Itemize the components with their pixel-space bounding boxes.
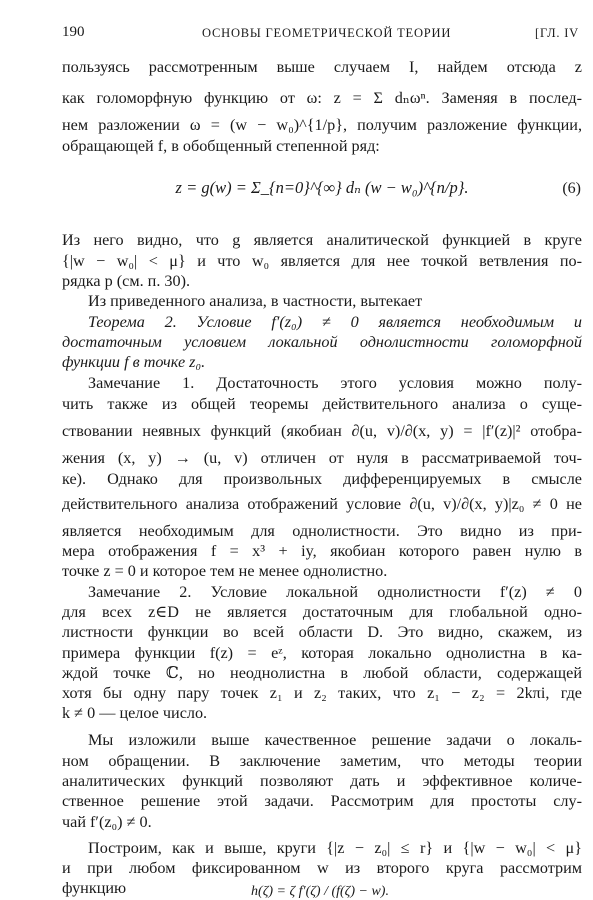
text-line: рядка p (см. п. 30). xyxy=(62,272,191,290)
text-line: и при любом фиксированном w из второго круга рассмотрим xyxy=(62,859,582,877)
text-line: ке). Однако для произвольных дифференцируемых в смысле xyxy=(62,470,582,488)
text-line: как голоморфную функцию от ω: z = Σ dₙωⁿ. Заменяя в послед- xyxy=(62,89,582,107)
chapter-label: [ГЛ. IV xyxy=(535,26,579,40)
theorem-line: Теорема 2. Условие f′(z₀) ≠ 0 является необходимым и xyxy=(88,313,582,331)
text-line: Из приведенного анализа, в частности, вытекает xyxy=(88,292,423,310)
text-line: аналитических функций позволяют дать и эффективное количе- xyxy=(62,772,582,790)
text-line: является необходимым для однолистности. Это видно из при- xyxy=(62,522,582,540)
text-line: {|w − w₀| < μ} и что w₀ является для нее точкой ветвления по- xyxy=(62,252,582,270)
text-line: чай f′(z₀) ≠ 0. xyxy=(62,813,152,831)
text-line: обращающей f, в обобщенный степенной ряд: xyxy=(62,137,380,155)
text-line: Мы изложили выше качественное решение задачи о локаль- xyxy=(88,731,582,749)
text-line: ствовании неявных функций (якобиан ∂(u, v)/∂(x, y) = |f′(z)|² отобра- xyxy=(62,422,582,440)
text-line: функцию xyxy=(62,879,127,897)
theorem-line: достаточным условием локальной однолистности голоморфной xyxy=(62,333,582,351)
page-number: 190 xyxy=(62,24,85,40)
text-line: Построим, как и выше, круги {|z − z₀| ≤ r} и {|w − w₀| < μ} xyxy=(88,839,582,857)
running-title: ОСНОВЫ ГЕОМЕТРИЧЕСКОЙ ТЕОРИИ xyxy=(202,26,452,40)
text-line: хотя бы одну пару точек z₁ и z₂ таких, что z₁ − z₂ = 2kπi, где xyxy=(62,684,582,702)
text-line: примера функции f(z) = eᶻ, которая локально однолистна в ка- xyxy=(62,644,582,662)
text-line: жения (x, y) → (u, v) отличен от нуля в рассматриваемой точ- xyxy=(62,449,582,467)
equation-number: (6) xyxy=(562,180,581,197)
remark-line: Замечание 1. Достаточность этого условия можно полу- xyxy=(88,374,582,392)
remark-line: Замечание 2. Условие локальной однолистности f′(z) ≠ 0 xyxy=(88,583,582,601)
text-line: ждой точке ℂ, но неоднолистна в любой области, содержащей xyxy=(62,664,582,682)
text-line: мера отображения f = x³ + iy, якобиан которого равен нулю в xyxy=(62,542,582,560)
text-line: точке z = 0 и которое тем не менее однолистно. xyxy=(62,562,388,580)
text-line: нем разложении ω = (w − w₀)^{1/p}, получим разложение функции, xyxy=(62,116,582,134)
text-line: пользуясь рассмотренным выше случаем I, найдем отсюда z xyxy=(62,58,582,76)
text-line: ном обращении. В заключение заметим, что методы теории xyxy=(62,752,582,770)
equation-h: h(ζ) = ζ f′(ζ) / (f(ζ) − w). xyxy=(251,884,389,899)
text-line: ственное решение этой задачи. Рассмотрим для простоты слу- xyxy=(62,792,582,810)
theorem-line: функции f в точке z₀. xyxy=(62,353,206,371)
text-line: Из него видно, что g является аналитической функцией в круге xyxy=(62,231,582,249)
text-line: для всех z∈D не является достаточным для глобальной одно- xyxy=(62,603,582,621)
text-line: k ≠ 0 — целое число. xyxy=(62,704,208,722)
equation-6: z = g(w) = Σ_{n=0}^{∞} dₙ (w − w₀)^{n/p}. xyxy=(175,178,469,197)
text-line: действительного анализа отображений условие ∂(u, v)/∂(x, y)|z₀ ≠ 0 не xyxy=(62,495,582,513)
text-line: чить также из общей теоремы действительного анализа о суще- xyxy=(62,395,582,413)
text-line: листности функции во всей области D. Это видно, скажем, из xyxy=(62,623,582,641)
